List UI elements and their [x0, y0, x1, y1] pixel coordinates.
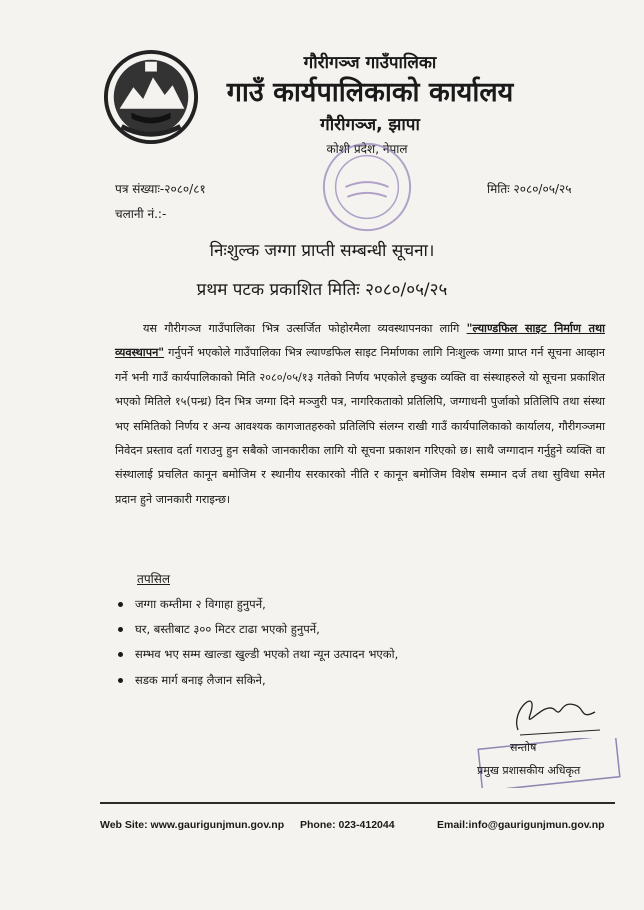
notice-title: निःशुल्क जग्गा प्राप्ती सम्बन्धी सूचना। — [209, 241, 435, 261]
signatory-name: सन्तोष — [510, 741, 537, 754]
condition-item: जग्गा कम्तीमा २ विगाहा हुनुपर्ने, — [118, 597, 266, 612]
notice-body — [115, 317, 605, 512]
province-line: कोशी प्रदेश, नेपाल — [326, 142, 408, 156]
condition-item: सडक मार्ग बनाइ लैजान सकिने, — [118, 673, 266, 688]
office-location: गौरीगञ्ज, झापा — [320, 115, 420, 135]
dispatch-number: चलानी नं.:- — [115, 207, 167, 221]
conditions-heading: तपसिल — [137, 572, 171, 586]
footer-divider — [100, 802, 615, 804]
footer-phone: Phone: 023-412044 — [300, 819, 395, 831]
condition-item: सम्भव भए सम्म खाल्डा खुल्डी भएको तथा न्यून उत्पादन भएको, — [118, 647, 398, 662]
letter-date: मितिः २०८०/०५/२५ — [487, 182, 572, 196]
condition-item: घर, बस्तीबाट ३०० मिटर टाढा भएको हुनुपर्ने, — [118, 622, 320, 637]
letter-number: पत्र संख्याः-२०८०/८१ — [115, 182, 206, 196]
footer-website: Web Site: www.gaurigunjmun.gov.np — [100, 819, 285, 831]
office-seal-stamp — [318, 138, 416, 236]
municipality-name: गौरीगञ्ज गाउँपालिका — [303, 53, 437, 73]
office-name: गाउँ कार्यपालिकाको कार्यालय — [226, 77, 514, 108]
nepal-emblem-logo — [102, 48, 200, 146]
body-text: गर्नुपर्ने भएकोले गाउँपालिका भित्र ल्याण्डफिल साइट निर्माणका लागि निःशुल्क जग्गा प्राप्त गर्न सूचना आव्हान गर्ने भनी गाउँ कार्यपालिकाको मिति २०८०/०५/१३ गतेको निर्णय भएकोले इच्छुक व्यक्ति वा संस्थाहरुले यो सूचना प्रकाशित भएको मितिले १५(पन्ध्र) दिन भित्र जग्गा दिने मञ्जुरी पत्र, नागरिकताको प्रतिलिपि, जग्गाधनी पुर्जाको प्रतिलिपि तथा संस्था भए समितिको निर्णय र अन्य आवश्यक कागजातहरुको प्रतिलिपि संलग्न राखी गाउँ कार्यपालिकाको कार्यालय, गौरीगञ्जमा निवेदन प्रस्ताव दर्ता गराउनु हुन सबैको जानकारीका लागि यो सूचना प्रकाशन गरिएको छ। साथै जग्गादान गर्नुहुने व्यक्ति वा संस्थालाई प्रचलित कानून बमोजिम र स्थानीय सरकारको नीति र कानून बमोजिम विशेष सम्मान दर्ज तथा सुविधा समेत प्रदान हुने जानकारी गराइन्छ। — [115, 346, 605, 506]
project-name: "ल्याण्डफिल साइट निर्माण तथा व्यवस्थापन" — [115, 322, 605, 360]
body-intro: यस गौरीगञ्ज गाउँपालिका भित्र उत्सर्जित फोहोरमैला व्यवस्थापनका लागि — [143, 322, 467, 335]
signatory-title: प्रमुख प्रशासकीय अधिकृत — [477, 764, 581, 777]
footer-email: Email:info@gaurigunjmun.gov.np — [437, 819, 605, 831]
publish-date-line: प्रथम पटक प्रकाशित मितिः २०८०/०५/२५ — [196, 280, 448, 300]
